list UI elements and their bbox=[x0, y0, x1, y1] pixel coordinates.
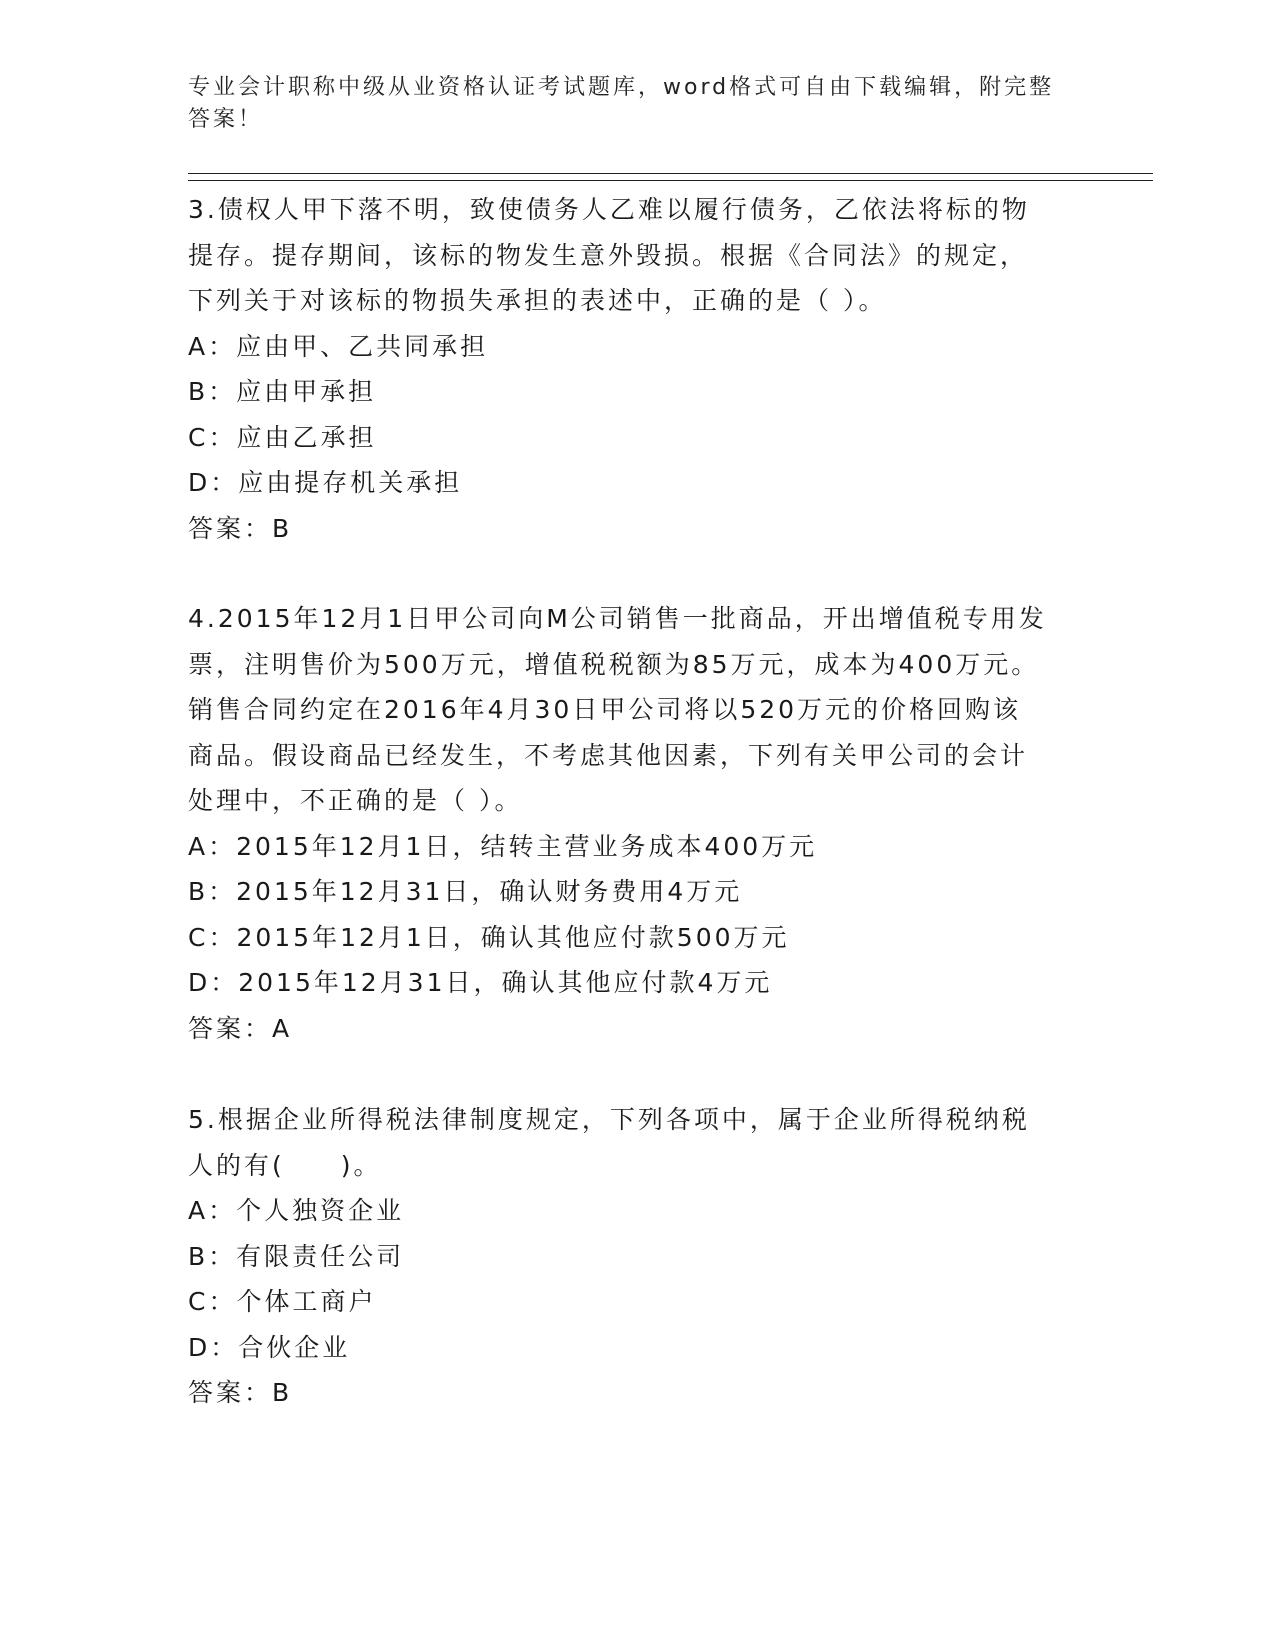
option-a: A：个人独资企业 bbox=[188, 1196, 405, 1225]
option-d: D：应由提存机关承担 bbox=[188, 468, 463, 497]
question-stem-line: 销售合同约定在2016年4月30日甲公司将以520万元的价格回购该 bbox=[188, 695, 1022, 724]
option-d: D：合伙企业 bbox=[188, 1332, 351, 1362]
option-b: B：应由甲承担 bbox=[188, 377, 377, 406]
question-stem-line: 票，注明售价为500万元，增值税税额为85万元，成本为400万元。 bbox=[188, 649, 1040, 679]
question-stem-line: 处理中，不正确的是（ ）。 bbox=[188, 786, 523, 815]
question-stem-line: 4.2015年12月1日甲公司向M公司销售一批商品，开出增值税专用发 bbox=[188, 604, 1047, 633]
option-b: B：2015年12月31日，确认财务费用4万元 bbox=[188, 877, 743, 906]
question-3 bbox=[188, 187, 1088, 551]
document-header: 专业会计职称中级从业资格认证考试题库，word格式可自由下载编辑，附完整答案！ bbox=[188, 75, 1055, 132]
option-c: C：2015年12月1日，确认其他应付款500万元 bbox=[188, 922, 790, 952]
option-a: A：应由甲、乙共同承担 bbox=[188, 331, 489, 361]
option-c: C：个体工商户 bbox=[188, 1287, 377, 1316]
answer-line: 答案：B bbox=[188, 513, 293, 543]
question-4 bbox=[188, 596, 1088, 1051]
question-stem-line: 下列关于对该标的物损失承担的表述中，正确的是（ ）。 bbox=[188, 286, 887, 315]
question-stem-line: 提存。提存期间，该标的物发生意外毁损。根据《合同法》的规定， bbox=[188, 240, 1029, 270]
header-rule-top bbox=[188, 173, 1153, 174]
question-stem-line: 5.根据企业所得税法律制度规定，下列各项中，属于企业所得税纳税 bbox=[188, 1105, 1030, 1134]
answer-line: 答案：A bbox=[188, 1013, 293, 1043]
option-b: B：有限责任公司 bbox=[188, 1241, 405, 1271]
option-d: D：2015年12月31日，确认其他应付款4万元 bbox=[188, 968, 773, 997]
question-stem-line: 人的有( )。 bbox=[188, 1150, 382, 1180]
question-5 bbox=[188, 1097, 1088, 1416]
answer-line: 答案：B bbox=[188, 1378, 293, 1407]
question-stem-line: 商品。假设商品已经发生，不考虑其他因素，下列有关甲公司的会计 bbox=[188, 740, 1029, 770]
option-c: C：应由乙承担 bbox=[188, 422, 377, 452]
option-a: A：2015年12月1日，结转主营业务成本400万元 bbox=[188, 831, 818, 861]
question-stem-line: 3.债权人甲下落不明，致使债务人乙难以履行债务，乙依法将标的物 bbox=[188, 195, 1030, 224]
header-rule-bottom bbox=[188, 180, 1153, 181]
